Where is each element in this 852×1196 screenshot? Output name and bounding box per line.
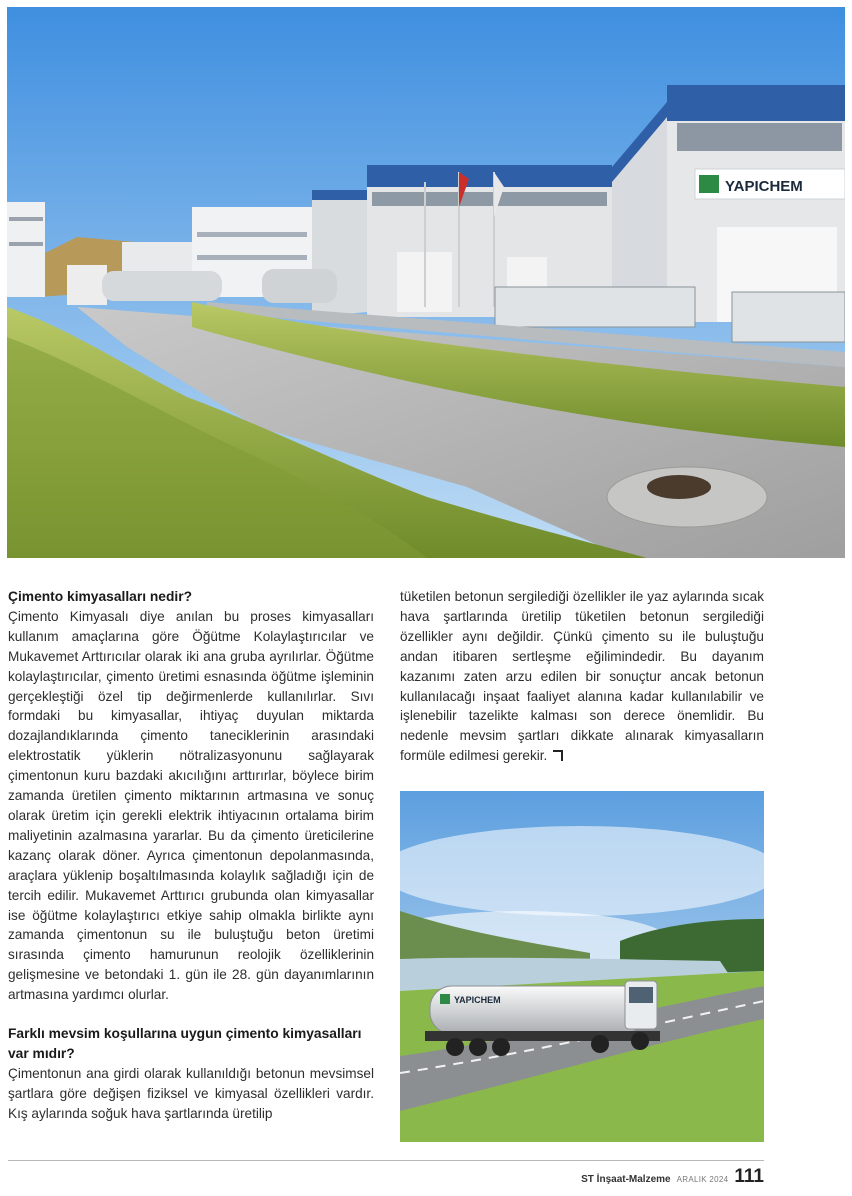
footer-rule [8,1160,764,1161]
tanker-logo-text: YAPICHEM [454,995,501,1005]
right-column [400,587,764,766]
page-number: 111 [734,1166,764,1187]
issue-date: ARALIK 2024 [676,1175,729,1184]
paragraph-seasonal-text: tüketilen betonun sergilediği özellikler ile yaz aylarında sıcak hava şartlarında üretilip tüketilen betonun sergilediği özellikler aynı değildir. Çünkü çimento su ile buluştuğu andan itibaren sertleşme eğilimindedir. Bu dayanım kazanımı zaten arzu edilen bir sonuçtur ancak betonun kullanılacağı inşaat faaliyet alanına kadar kullanılabilir ve işlenebilir tazelikte kalması son derece önemlidir. Bu nedenle mevsim şartları dikkate alınarak kimyasalların formüle edilmesi gerekir. [400,589,764,764]
paragraph-seasonal-continued [400,587,764,766]
article-end-mark-icon [553,750,563,761]
left-column [8,587,374,1124]
tanker-truck-photo [400,791,764,1142]
magazine-name: ST İnşaat-Malzeme [581,1174,671,1185]
factory-photo [7,7,845,558]
sign-text: YAPICHEM [725,178,803,195]
page-footer [581,1166,764,1188]
paragraph-cement-chemicals: Çimento Kimyasalı diye anılan bu proses kimyasalları kullanım amaçlarına göre Öğütme Kolaylaştırıcılar ve Mukavemet Arttırıcılar olarak iki ana gruba ayrılırlar. Öğütme kolaylaştırıcılar, çimento üretimi esnasında öğütme işleminin gerçekleştiği özel tip değirmenlerde kullanılırlar. Sıvı formdaki bu kimyasallar, ihtiyaç duyulan miktarda dozajlandıklarında çimento taneciklerinin arasındaki elektrostatik yüklerin nötralizasyonunu sağlayarak çimentonun kuru bazdaki akıcılığını arttırırlar, böylece birim zamanda üretilen çimento miktarının artmasına ve sonuç olarak üretim için gerekli elektrik ihtiyacının ortalama birim maliyetinin azalmasına yararlar. Bu da çimento üreticilerine kazanç olarak döner. Ayrıca çimentonun depolanmasında, araçlara yüklenip boşaltılmasında kolaylık sağladığı için de tercih edilir. Mukavemet Arttırıcı grubunda olan kimyasallar ise öğütme kolaylaştırıcı etkiye sahip olmakla birlikte aynı zamanda çimentonun su ile buluştuğu beton üretimi sırasında çimento hamurunun reolojik özelliklerinin gelişmesine ve betondaki 1. gün ile 28. gün dayanımlarının artmasına yardımcı olurlar. [8,608,374,1003]
paragraph-seasonal-intro: Çimentonun ana girdi olarak kullanıldığı betonun mevsimsel şartlara göre değişen fiziksel ve kimyasal özellikleri vardır. Kış aylarında soğuk hava şartlarında üretilip [8,1065,374,1121]
heading-what-are-cement-chemicals: Çimento kimyasalları nedir? [8,589,193,604]
heading-seasonal-chemicals: Farklı mevsim koşullarına uygun çimento kimyasalları var mıdır? [8,1026,362,1061]
